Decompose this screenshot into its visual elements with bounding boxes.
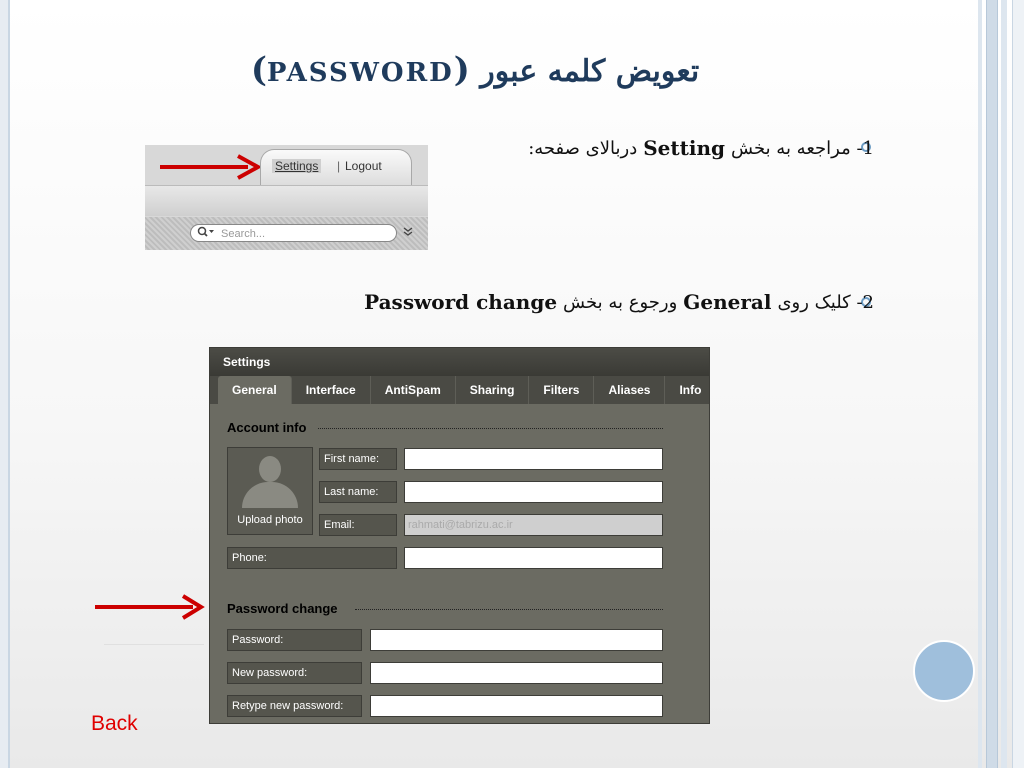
decorative-line	[104, 644, 204, 645]
last-name-field[interactable]	[404, 481, 663, 503]
tab-aliases[interactable]: Aliases	[594, 376, 665, 404]
avatar-placeholder-icon	[259, 456, 281, 482]
step-text: دربالای صفحه:	[528, 137, 638, 159]
account-info-heading: Account info	[227, 420, 307, 435]
step-text: مراجعه به بخش	[731, 137, 851, 159]
right-rail-decoration	[986, 0, 998, 768]
email-field: rahmati@tabrizu.ac.ir	[404, 514, 663, 536]
right-rail-decoration	[1001, 0, 1007, 768]
settings-link[interactable]: Settings	[272, 159, 321, 173]
step-number: 1-	[856, 137, 874, 159]
last-name-label: Last name:	[319, 481, 397, 503]
password-field[interactable]	[370, 629, 663, 651]
first-name-label: First name:	[319, 448, 397, 470]
toolbar-band	[145, 185, 428, 216]
step-keyword: Password change	[364, 290, 558, 314]
title-english: PASSWORD	[266, 58, 454, 88]
instruction-step-2	[358, 290, 874, 314]
right-rail-decoration	[1012, 0, 1024, 768]
title-paren-open: (	[453, 50, 470, 90]
tab-info[interactable]: Info	[665, 376, 710, 404]
tab-interface[interactable]: Interface	[292, 376, 371, 404]
step-keyword: General	[683, 290, 772, 314]
step-text: ورجوع به بخش	[563, 291, 678, 313]
title-persian: تعویض کلمه عبور	[480, 54, 700, 89]
arrow-pointing-password-change-icon	[95, 592, 205, 622]
retype-password-label: Retype new password:	[227, 695, 362, 717]
section-divider	[318, 428, 663, 429]
phone-label: Phone:	[227, 547, 397, 569]
back-link[interactable]: Back	[91, 712, 138, 735]
step-keyword: Setting	[643, 136, 725, 160]
tab-separator: |	[337, 159, 341, 173]
tab-sharing[interactable]: Sharing	[456, 376, 530, 404]
tab-antispam[interactable]: AntiSpam	[371, 376, 456, 404]
dialog-title: Settings	[210, 348, 709, 376]
email-label: Email:	[319, 514, 397, 536]
tab-general[interactable]: General	[218, 376, 292, 404]
title-paren-close: )	[250, 50, 267, 90]
right-rail-decoration	[978, 0, 982, 768]
avatar-placeholder-icon	[242, 482, 298, 508]
password-change-heading: Password change	[227, 601, 338, 616]
upload-photo-label: Upload photo	[237, 514, 303, 526]
phone-field[interactable]	[404, 547, 663, 569]
new-password-field[interactable]	[370, 662, 663, 684]
step-text: کلیک روی	[777, 291, 851, 313]
retype-password-field[interactable]	[370, 695, 663, 717]
slide-title	[0, 50, 950, 90]
decorative-circle	[913, 640, 975, 702]
double-chevron-down-icon[interactable]	[403, 227, 413, 240]
tab-filters[interactable]: Filters	[529, 376, 594, 404]
logout-link[interactable]: Logout	[345, 159, 382, 173]
new-password-label: New password:	[227, 662, 362, 684]
upload-photo-button[interactable]	[227, 447, 313, 535]
first-name-field[interactable]	[404, 448, 663, 470]
search-input[interactable]: Search...	[190, 224, 397, 242]
settings-tabs	[210, 376, 709, 404]
password-label: Password:	[227, 629, 362, 651]
search-icon[interactable]	[197, 226, 215, 241]
settings-dialog-screenshot	[209, 347, 710, 724]
step-number: 2-	[856, 291, 874, 313]
instruction-step-1	[528, 136, 874, 160]
left-rail-decoration	[0, 0, 10, 768]
arrow-pointing-settings-icon	[160, 152, 260, 182]
section-divider	[355, 609, 663, 610]
